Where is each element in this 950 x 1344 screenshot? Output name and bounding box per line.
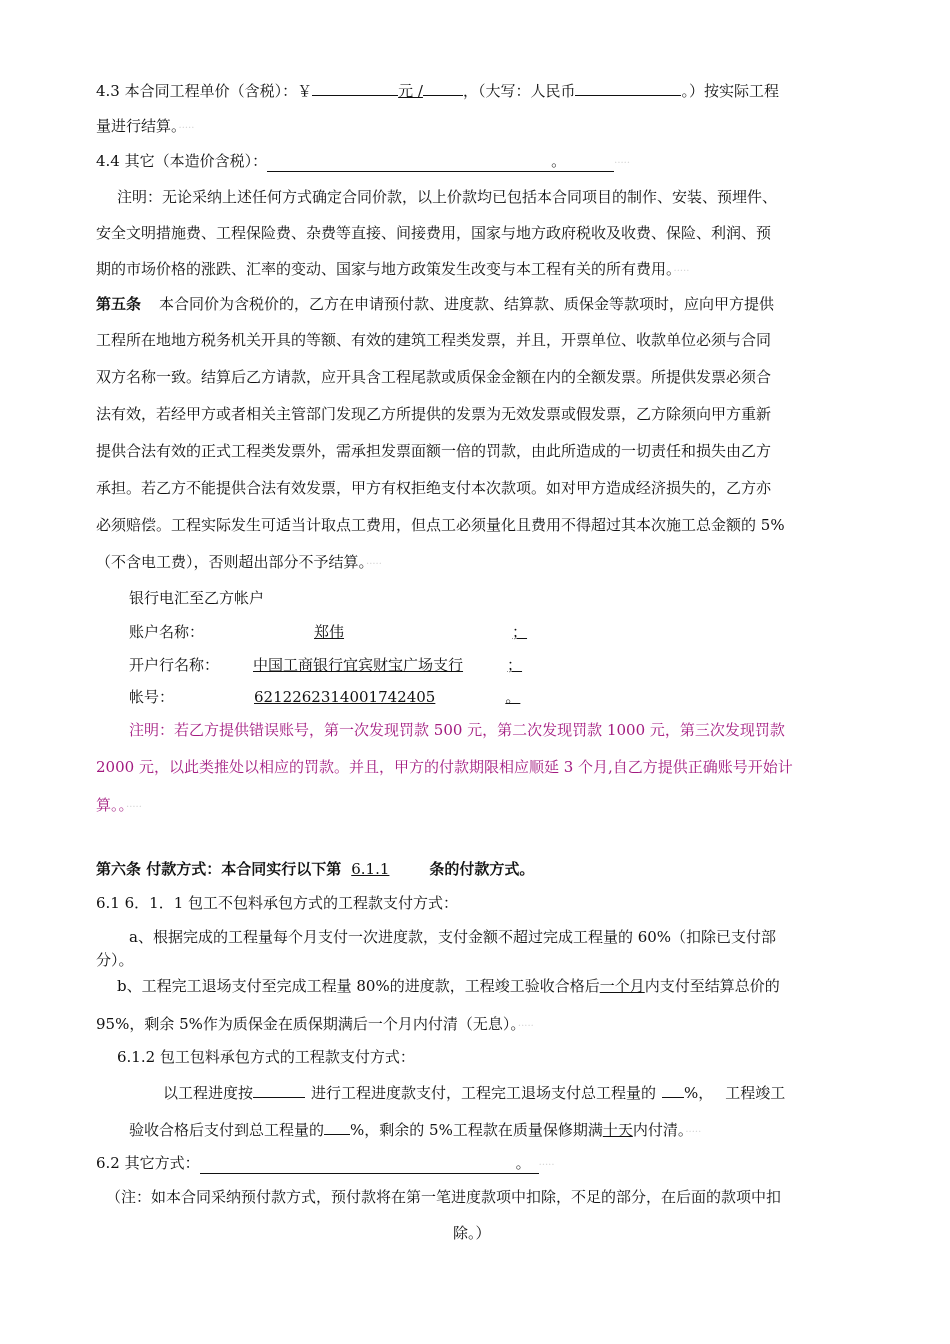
account-number-end: 。 [505,688,521,706]
clause-a-line1: a、根据完成的工程量每个月支付一次进度款，支付金额不超过完成工程量的 60%（扣除已支付部 [129,928,777,946]
acceptance-percent-blank [324,1118,350,1135]
note1-line1: 注明：无论采纳上述任何方式确定合同价款，以上价款均已包括本合同项目的制作、安装、预埋件、 [117,188,778,206]
clause-4-3-text-e: 量进行结算。 [96,117,179,135]
payment-note-line2: 除。） [453,1224,491,1242]
article6-heading-c: 条的付款方式。 [429,860,535,878]
paragraph-mark: ····· [366,559,382,570]
uppercase-amount-blank [575,79,681,96]
exit-percent-blank [662,1081,684,1098]
article5-line5: 提供合法有效的正式工程类发票外，需承担发票面额一倍的罚款，由此所造成的一切责任和损失由乙方 [96,442,772,460]
article5-line3: 双方名称一致。结算后乙方请款，应开具含工程尾款或质保金金额在内的全额发票。所提供发票必须合 [96,368,772,386]
article5-line8 [96,552,382,575]
article5-line7: 必须赔偿。工程实际发生可适当计取点工费用，但点工必须量化且费用不得超过其本次施工总金额的 5% [96,516,785,534]
account-name-end: ； [512,623,528,641]
article6-heading [96,859,534,879]
clause-6-2-label: 6.2 其它方式： [96,1154,200,1172]
note2-line3-text: 算。。 [96,796,127,814]
bank-account-name-row [129,622,535,642]
clause-4-4-label: 4.4 其它（本造价含税）： [96,152,268,170]
article5-heading: 第五条 [96,295,142,313]
selected-clause-number: 6.1.1 [351,860,390,878]
clause-a-line2: 分）。 [96,951,134,969]
warranty-period: 十天 [602,1121,633,1139]
account-holder: 郑伟 [314,623,345,641]
note2-line1: 注明：若乙方提供错误账号，第一次发现罚款 500 元，第二次发现罚款 1000 元，第三次发现罚款 [129,721,785,739]
bank-branch-label: 开户行名称： [129,656,220,674]
paragraph-mark: ····· [538,1160,555,1171]
progress-text-a: 以工程进度按 [163,1084,254,1102]
bank-branch-name: 中国工商银行宜宾财宝广场支行 [253,656,464,674]
progress-text-c: %， [684,1084,714,1102]
note2-line2: 2000 元，以此类推处以相应的罚款。并且，甲方的付款期限相应顺延 3 个月,自乙方提供正确账号开始计 [96,758,793,776]
clause-4-3-text-d: 。）按实际工程 [681,82,779,100]
article5-line4: 法有效，若经甲方或者相关主管部门发现乙方所提供的发票为无效发票或假发票，乙方除须向甲方重新 [96,405,772,423]
paragraph-mark: ····· [673,266,690,277]
note2-line3 [96,795,142,818]
clause-6-2-end: 。 [515,1154,531,1172]
bank-title: 银行电汇至乙方帐户 [129,589,265,607]
clause-6-2 [96,1153,555,1176]
clause-b-line2-text: 95%，剩余 5%作为质保金在质保期满后一个月内付清（无息）。 [96,1015,518,1033]
clause-4-4-blank [267,151,614,172]
article6-selected-clause [341,860,429,878]
article5-line8-text: （不含电工费），否则超出部分不予结算。 [96,553,367,571]
clause-6-1-1: 6.1 6．1．1 包工不包料承包方式的工程款支付方式： [96,894,459,912]
note1-line3 [96,259,689,282]
article5-line6: 承担。若乙方不能提供合法有效发票，甲方有权拒绝支付本次款项。如对甲方造成经济损失的，乙方亦 [96,479,772,497]
clause-4-4 [96,151,630,174]
clause-4-3-unit: 元 / [398,82,423,100]
bank-account-name-value [204,623,535,641]
clause-6-1-2-line2 [129,1118,701,1143]
clause-4-3-line2 [96,116,194,139]
acceptance-text-c: 内付清。 [632,1121,686,1139]
clause-4-4-end: 。 [551,152,567,170]
unit-blank [423,79,463,96]
clause-b-line1 [117,976,780,996]
unit-price-blank [312,79,398,96]
paragraph-mark: ····· [178,123,195,134]
article5-line1 [96,294,774,314]
paragraph-mark: ····· [614,158,631,169]
bank-branch-value [219,656,536,674]
clause-b-text-a: b、工程完工退场支付至完成工程量 80%的进度款，工程竣工验收合格后 [117,977,600,995]
note1-line2: 安全文明措施费、工程保险费、杂费等直接、间接费用，国家与地方政府税收及收费、保险、利润、预 [96,224,772,242]
article6-heading-a: 第六条 付款方式：本合同实行以下第 [96,860,342,878]
bank-branch-row [129,655,536,675]
paragraph-mark: ····· [685,1127,702,1138]
clause-4-3-text-a: 4.3 本合同工程单价（含税）：￥ [96,82,313,100]
clause-4-3-line1 [96,79,779,101]
paragraph-mark: ····· [517,1021,534,1032]
acceptance-text-a: 验收合格后支付到总工程量的 [129,1121,325,1139]
clause-b-line2 [96,1014,534,1037]
paragraph-mark: ····· [126,802,142,813]
acceptance-text-b: %，剩余的 5%工程款在质量保修期满 [350,1121,603,1139]
bank-account-number-row [129,687,532,707]
payment-note-line1: （注：如本合同采纳预付款方式，预付款将在第一笔进度款项中扣除，不足的部分，在后面的款项中扣 [106,1188,782,1206]
clause-6-1-2-line1 [163,1081,785,1103]
account-number: 6212262314001742405 [254,688,436,706]
progress-text-d: 工程竣工 [725,1084,786,1102]
progress-basis-blank [253,1081,305,1098]
clause-6-1-2: 6.1.2 包工包料承包方式的工程款支付方式： [117,1048,415,1066]
note1-line3-text: 期的市场价格的涨跌、汇率的变动、国家与地方政策发生改变与本工程有关的所有费用。 [96,260,674,278]
bank-account-name-label: 账户名称： [129,623,205,641]
bank-branch-end: ； [507,656,523,674]
bank-account-number-label: 帐号： [129,688,175,706]
clause-6-2-blank [200,1153,539,1174]
bank-account-number-value [174,688,532,706]
article5-text1: 本合同价为含税价的，乙方在申请预付款、进度款、结算款、质保金等款项时，应向甲方提供 [159,295,775,313]
clause-4-3-text-c: ，（大写：人民币 [462,82,576,100]
article5-line2: 工程所在地地方税务机关开具的等额、有效的建筑工程类发票，并且，开票单位、收款单位必须与合同 [96,331,772,349]
clause-b-period: 一个月 [599,977,645,995]
progress-text-b: 进行工程进度款支付，工程完工退场支付总工程量的 [311,1084,657,1102]
clause-b-text-b: 内支付至结算总价的 [644,977,780,995]
